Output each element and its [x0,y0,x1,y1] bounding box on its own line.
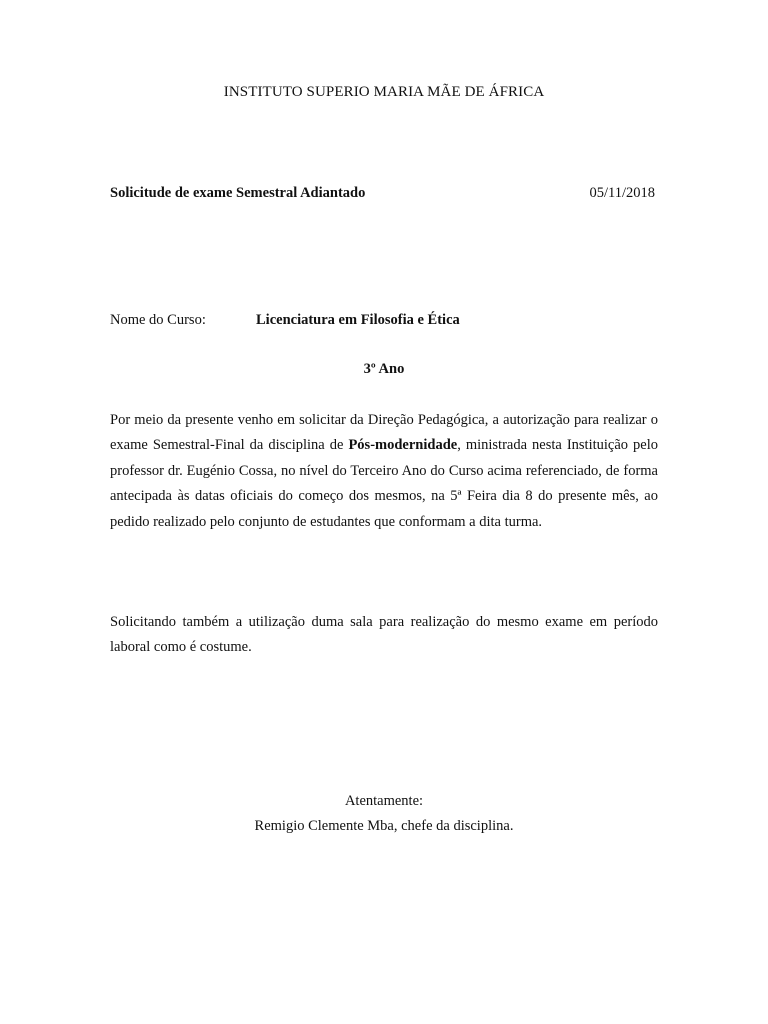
closing-salutation: Atentamente: [344,793,424,809]
course-name: Licenciatura em Filosofia e Ética [256,312,460,328]
paragraph1-text-after: , ministrada nesta Instituição pelo professor dr. Eugénio Cossa, no nível do Terceiro Ano do Curso acima referenciado, de forma antecipada às datas oficiais do começo dos mesmos, na 5ª Feira dia 8 do presente mês, ao pedido realizado pelo conjunto de estudantes que conformam a dita turma. [110,437,659,530]
date: 05/11/2018 [589,185,655,201]
year-heading: 3º Ano [363,361,405,377]
request-paragraph [110,408,658,535]
subject-line: Solicitude de exame Semestral Adiantado [110,185,366,201]
course-row [110,312,655,329]
closing-block [0,789,768,840]
institute-title: INSTITUTO SUPERIO MARIA MÃE DE ÁFRICA [223,84,545,100]
room-request-paragraph: Solicitando também a utilização duma sala para realização do mesmo exame em período laboral como é costume. [110,614,658,656]
signature-line: Remigio Clemente Mba, chefe da disciplina. [254,818,514,835]
paragraph1-text-before: Por meio da presente venho em solicitar da Direção Pedagógica, a autorização para realizar o exame Semestral-Final da disciplina de [110,412,658,454]
subject-row [110,185,655,202]
course-label: Nome do Curso: [110,312,206,328]
discipline-name: Pós-modernidade [348,437,458,454]
